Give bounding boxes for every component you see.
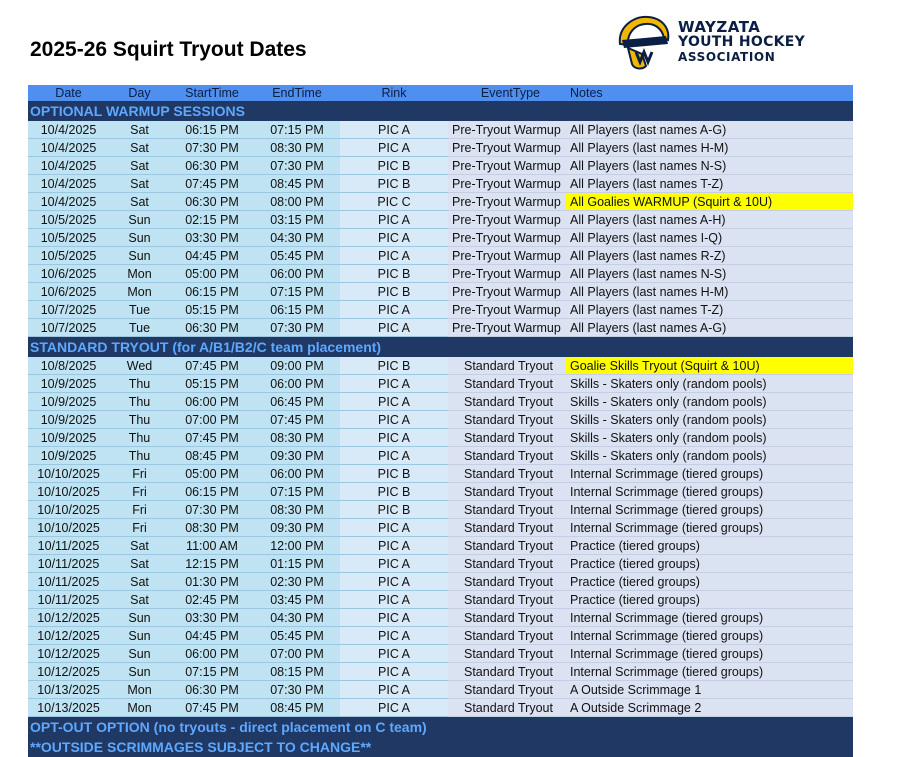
- cell-event-type: Pre-Tryout Warmup: [448, 157, 566, 175]
- cell-rink: PIC A: [340, 211, 448, 229]
- cell-event-type: Pre-Tryout Warmup: [448, 175, 566, 193]
- cell-end-time: 07:30 PM: [254, 319, 340, 337]
- cell-end-time: 05:45 PM: [254, 247, 340, 265]
- cell-end-time: 07:30 PM: [254, 681, 340, 699]
- cell-event-type: Standard Tryout: [448, 429, 566, 447]
- cell-day: Thu: [109, 375, 170, 393]
- table-row: [28, 483, 853, 501]
- cell-day: Sat: [109, 139, 170, 157]
- cell-end-time: 09:00 PM: [254, 357, 340, 375]
- cell-event-type: Standard Tryout: [448, 501, 566, 519]
- cell-end-time: 07:30 PM: [254, 157, 340, 175]
- cell-end-time: 07:00 PM: [254, 645, 340, 663]
- cell-day: Sat: [109, 175, 170, 193]
- cell-notes: Skills - Skaters only (random pools): [566, 447, 853, 465]
- cell-start-time: 02:15 PM: [170, 211, 254, 229]
- cell-end-time: 08:00 PM: [254, 193, 340, 211]
- cell-event-type: Standard Tryout: [448, 483, 566, 501]
- logo-line-2: YOUTH HOCKEY: [678, 34, 806, 50]
- col-header-start: StartTime: [170, 85, 254, 101]
- cell-start-time: 12:15 PM: [170, 555, 254, 573]
- cell-event-type: Pre-Tryout Warmup: [448, 283, 566, 301]
- section-header-row: [28, 101, 853, 121]
- cell-rink: PIC A: [340, 447, 448, 465]
- cell-event-type: Pre-Tryout Warmup: [448, 229, 566, 247]
- cell-day: Thu: [109, 411, 170, 429]
- cell-rink: PIC A: [340, 121, 448, 139]
- cell-notes: All Players (last names H-M): [566, 283, 853, 301]
- cell-notes: Internal Scrimmage (tiered groups): [566, 609, 853, 627]
- cell-rink: PIC A: [340, 555, 448, 573]
- page-title: 2025-26 Squirt Tryout Dates: [30, 38, 307, 61]
- table-row: [28, 157, 853, 175]
- cell-notes: All Players (last names H-M): [566, 139, 853, 157]
- cell-event-type: Pre-Tryout Warmup: [448, 265, 566, 283]
- cell-notes: Internal Scrimmage (tiered groups): [566, 501, 853, 519]
- cell-notes: All Players (last names T-Z): [566, 301, 853, 319]
- cell-end-time: 06:00 PM: [254, 265, 340, 283]
- cell-rink: PIC A: [340, 375, 448, 393]
- cell-day: Tue: [109, 301, 170, 319]
- cell-rink: PIC A: [340, 537, 448, 555]
- cell-date: 10/10/2025: [28, 501, 109, 519]
- cell-event-type: Standard Tryout: [448, 699, 566, 717]
- cell-day: Fri: [109, 519, 170, 537]
- cell-end-time: 06:00 PM: [254, 465, 340, 483]
- cell-end-time: 06:15 PM: [254, 301, 340, 319]
- cell-notes: Skills - Skaters only (random pools): [566, 411, 853, 429]
- cell-event-type: Standard Tryout: [448, 411, 566, 429]
- cell-event-type: Standard Tryout: [448, 519, 566, 537]
- table-row: [28, 265, 853, 283]
- cell-start-time: 01:30 PM: [170, 573, 254, 591]
- cell-date: 10/13/2025: [28, 681, 109, 699]
- cell-day: Mon: [109, 265, 170, 283]
- cell-notes: Internal Scrimmage (tiered groups): [566, 519, 853, 537]
- cell-end-time: 08:30 PM: [254, 139, 340, 157]
- cell-day: Sat: [109, 591, 170, 609]
- cell-notes: Internal Scrimmage (tiered groups): [566, 645, 853, 663]
- cell-date: 10/7/2025: [28, 301, 109, 319]
- cell-rink: PIC B: [340, 265, 448, 283]
- footer-note: **OUTSIDE SCRIMMAGES SUBJECT TO CHANGE**: [28, 737, 853, 757]
- table-row: [28, 247, 853, 265]
- table-row: [28, 447, 853, 465]
- section-heading: STANDARD TRYOUT (for A/B1/B2/C team placement): [28, 337, 853, 358]
- table-row: [28, 193, 853, 211]
- cell-start-time: 06:15 PM: [170, 283, 254, 301]
- cell-notes: Practice (tiered groups): [566, 591, 853, 609]
- cell-start-time: 04:45 PM: [170, 627, 254, 645]
- cell-end-time: 01:15 PM: [254, 555, 340, 573]
- footer-note: OPT-OUT OPTION (no tryouts - direct placement on C team): [28, 717, 853, 738]
- cell-date: 10/11/2025: [28, 573, 109, 591]
- cell-start-time: 05:00 PM: [170, 265, 254, 283]
- cell-end-time: 07:45 PM: [254, 411, 340, 429]
- cell-notes: Practice (tiered groups): [566, 573, 853, 591]
- cell-event-type: Pre-Tryout Warmup: [448, 211, 566, 229]
- cell-day: Sun: [109, 663, 170, 681]
- cell-start-time: 06:15 PM: [170, 121, 254, 139]
- cell-notes: Goalie Skills Tryout (Squirt & 10U): [566, 357, 853, 375]
- col-header-end: EndTime: [254, 85, 340, 101]
- table-row: [28, 591, 853, 609]
- cell-day: Tue: [109, 319, 170, 337]
- cell-notes: A Outside Scrimmage 2: [566, 699, 853, 717]
- cell-start-time: 07:45 PM: [170, 357, 254, 375]
- tryout-schedule-table: [28, 85, 853, 757]
- cell-event-type: Pre-Tryout Warmup: [448, 193, 566, 211]
- cell-date: 10/12/2025: [28, 663, 109, 681]
- cell-rink: PIC B: [340, 465, 448, 483]
- table-row: [28, 699, 853, 717]
- cell-date: 10/9/2025: [28, 393, 109, 411]
- cell-notes: All Players (last names I-Q): [566, 229, 853, 247]
- cell-date: 10/4/2025: [28, 139, 109, 157]
- cell-day: Sat: [109, 157, 170, 175]
- cell-rink: PIC A: [340, 139, 448, 157]
- cell-notes: All Goalies WARMUP (Squirt & 10U): [566, 193, 853, 211]
- cell-date: 10/9/2025: [28, 411, 109, 429]
- cell-notes: Skills - Skaters only (random pools): [566, 393, 853, 411]
- cell-date: 10/9/2025: [28, 429, 109, 447]
- table-row: [28, 319, 853, 337]
- cell-rink: PIC A: [340, 429, 448, 447]
- logo-line-3: ASSOCIATION: [678, 50, 776, 64]
- cell-event-type: Standard Tryout: [448, 357, 566, 375]
- cell-date: 10/13/2025: [28, 699, 109, 717]
- cell-event-type: Standard Tryout: [448, 609, 566, 627]
- cell-rink: PIC A: [340, 411, 448, 429]
- cell-end-time: 07:15 PM: [254, 121, 340, 139]
- cell-end-time: 08:45 PM: [254, 699, 340, 717]
- cell-date: 10/10/2025: [28, 519, 109, 537]
- cell-start-time: 07:45 PM: [170, 429, 254, 447]
- col-header-date: Date: [28, 85, 109, 101]
- cell-start-time: 07:45 PM: [170, 699, 254, 717]
- cell-rink: PIC A: [340, 645, 448, 663]
- table-row: [28, 555, 853, 573]
- cell-date: 10/12/2025: [28, 645, 109, 663]
- logo-wordmark: [678, 20, 805, 65]
- cell-rink: PIC C: [340, 193, 448, 211]
- cell-rink: PIC A: [340, 319, 448, 337]
- cell-date: 10/6/2025: [28, 283, 109, 301]
- cell-start-time: 08:45 PM: [170, 447, 254, 465]
- cell-event-type: Standard Tryout: [448, 573, 566, 591]
- cell-end-time: 07:15 PM: [254, 483, 340, 501]
- cell-event-type: Standard Tryout: [448, 627, 566, 645]
- table-row: [28, 211, 853, 229]
- cell-event-type: Pre-Tryout Warmup: [448, 319, 566, 337]
- cell-date: 10/4/2025: [28, 193, 109, 211]
- cell-end-time: 12:00 PM: [254, 537, 340, 555]
- cell-rink: PIC A: [340, 699, 448, 717]
- table-row: [28, 681, 853, 699]
- table-row: [28, 393, 853, 411]
- cell-notes: All Players (last names A-G): [566, 121, 853, 139]
- cell-event-type: Standard Tryout: [448, 465, 566, 483]
- col-header-rink: Rink: [340, 85, 448, 101]
- cell-rink: PIC B: [340, 157, 448, 175]
- cell-date: 10/10/2025: [28, 465, 109, 483]
- table-row: [28, 175, 853, 193]
- cell-day: Fri: [109, 465, 170, 483]
- cell-start-time: 08:30 PM: [170, 519, 254, 537]
- cell-day: Sat: [109, 193, 170, 211]
- cell-day: Mon: [109, 681, 170, 699]
- table-row: [28, 283, 853, 301]
- cell-start-time: 06:30 PM: [170, 319, 254, 337]
- cell-day: Thu: [109, 429, 170, 447]
- cell-end-time: 05:45 PM: [254, 627, 340, 645]
- cell-date: 10/5/2025: [28, 211, 109, 229]
- cell-date: 10/4/2025: [28, 157, 109, 175]
- cell-start-time: 07:15 PM: [170, 663, 254, 681]
- cell-start-time: 06:00 PM: [170, 393, 254, 411]
- cell-day: Sat: [109, 573, 170, 591]
- wayzata-logo: [612, 14, 842, 74]
- cell-date: 10/7/2025: [28, 319, 109, 337]
- cell-rink: PIC A: [340, 393, 448, 411]
- cell-end-time: 08:30 PM: [254, 501, 340, 519]
- cell-start-time: 07:45 PM: [170, 175, 254, 193]
- col-header-event: EventType: [448, 85, 566, 101]
- cell-date: 10/6/2025: [28, 265, 109, 283]
- cell-rink: PIC A: [340, 627, 448, 645]
- cell-end-time: 09:30 PM: [254, 519, 340, 537]
- footer-note-row: [28, 737, 853, 757]
- cell-day: Wed: [109, 357, 170, 375]
- cell-start-time: 07:30 PM: [170, 139, 254, 157]
- cell-notes: Practice (tiered groups): [566, 537, 853, 555]
- cell-event-type: Pre-Tryout Warmup: [448, 139, 566, 157]
- cell-rink: PIC A: [340, 573, 448, 591]
- cell-end-time: 03:15 PM: [254, 211, 340, 229]
- cell-start-time: 11:00 AM: [170, 537, 254, 555]
- table-body: [28, 101, 853, 757]
- cell-notes: Internal Scrimmage (tiered groups): [566, 663, 853, 681]
- cell-date: 10/11/2025: [28, 591, 109, 609]
- cell-day: Sun: [109, 247, 170, 265]
- cell-event-type: Standard Tryout: [448, 537, 566, 555]
- cell-date: 10/9/2025: [28, 447, 109, 465]
- cell-start-time: 05:15 PM: [170, 301, 254, 319]
- cell-day: Thu: [109, 447, 170, 465]
- cell-start-time: 05:15 PM: [170, 375, 254, 393]
- cell-day: Thu: [109, 393, 170, 411]
- table-header-row: [28, 85, 853, 101]
- cell-date: 10/9/2025: [28, 375, 109, 393]
- cell-start-time: 04:45 PM: [170, 247, 254, 265]
- table-row: [28, 121, 853, 139]
- table-row: [28, 609, 853, 627]
- cell-end-time: 03:45 PM: [254, 591, 340, 609]
- cell-rink: PIC A: [340, 681, 448, 699]
- table-row: [28, 357, 853, 375]
- cell-end-time: 06:00 PM: [254, 375, 340, 393]
- cell-event-type: Standard Tryout: [448, 681, 566, 699]
- cell-start-time: 06:15 PM: [170, 483, 254, 501]
- cell-notes: A Outside Scrimmage 1: [566, 681, 853, 699]
- cell-end-time: 07:15 PM: [254, 283, 340, 301]
- cell-event-type: Standard Tryout: [448, 591, 566, 609]
- cell-event-type: Standard Tryout: [448, 375, 566, 393]
- cell-notes: Skills - Skaters only (random pools): [566, 375, 853, 393]
- cell-start-time: 07:30 PM: [170, 501, 254, 519]
- cell-rink: PIC B: [340, 283, 448, 301]
- cell-notes: All Players (last names A-G): [566, 319, 853, 337]
- footer-note-row: [28, 717, 853, 738]
- cell-start-time: 06:30 PM: [170, 157, 254, 175]
- col-header-day: Day: [109, 85, 170, 101]
- table-row: [28, 645, 853, 663]
- cell-start-time: 03:30 PM: [170, 229, 254, 247]
- cell-rink: PIC A: [340, 247, 448, 265]
- cell-notes: Internal Scrimmage (tiered groups): [566, 627, 853, 645]
- cell-day: Sun: [109, 609, 170, 627]
- cell-rink: PIC A: [340, 591, 448, 609]
- cell-start-time: 03:30 PM: [170, 609, 254, 627]
- cell-notes: All Players (last names T-Z): [566, 175, 853, 193]
- cell-day: Sun: [109, 211, 170, 229]
- table-row: [28, 627, 853, 645]
- cell-notes: Internal Scrimmage (tiered groups): [566, 465, 853, 483]
- cell-rink: PIC A: [340, 609, 448, 627]
- col-header-notes: Notes: [566, 85, 853, 101]
- table-row: [28, 429, 853, 447]
- logo-line-1: WAYZATA: [678, 18, 761, 36]
- cell-event-type: Standard Tryout: [448, 663, 566, 681]
- cell-event-type: Pre-Tryout Warmup: [448, 247, 566, 265]
- cell-date: 10/4/2025: [28, 175, 109, 193]
- cell-notes: All Players (last names N-S): [566, 265, 853, 283]
- cell-event-type: Standard Tryout: [448, 555, 566, 573]
- cell-start-time: 06:00 PM: [170, 645, 254, 663]
- cell-day: Sat: [109, 537, 170, 555]
- cell-end-time: 06:45 PM: [254, 393, 340, 411]
- cell-date: 10/8/2025: [28, 357, 109, 375]
- cell-start-time: 06:30 PM: [170, 681, 254, 699]
- cell-notes: All Players (last names R-Z): [566, 247, 853, 265]
- cell-date: 10/11/2025: [28, 555, 109, 573]
- cell-start-time: 02:45 PM: [170, 591, 254, 609]
- cell-end-time: 09:30 PM: [254, 447, 340, 465]
- section-header-row: [28, 337, 853, 358]
- cell-rink: PIC B: [340, 175, 448, 193]
- table-row: [28, 519, 853, 537]
- cell-end-time: 02:30 PM: [254, 573, 340, 591]
- cell-day: Sun: [109, 627, 170, 645]
- cell-date: 10/12/2025: [28, 627, 109, 645]
- cell-rink: PIC A: [340, 663, 448, 681]
- cell-day: Sun: [109, 229, 170, 247]
- table-row: [28, 375, 853, 393]
- cell-day: Fri: [109, 483, 170, 501]
- cell-event-type: Standard Tryout: [448, 447, 566, 465]
- cell-notes: All Players (last names A-H): [566, 211, 853, 229]
- cell-date: 10/4/2025: [28, 121, 109, 139]
- cell-end-time: 04:30 PM: [254, 609, 340, 627]
- cell-event-type: Pre-Tryout Warmup: [448, 121, 566, 139]
- cell-start-time: 06:30 PM: [170, 193, 254, 211]
- cell-end-time: 08:15 PM: [254, 663, 340, 681]
- cell-notes: Skills - Skaters only (random pools): [566, 429, 853, 447]
- cell-rink: PIC A: [340, 519, 448, 537]
- table-row: [28, 465, 853, 483]
- table-row: [28, 663, 853, 681]
- cell-date: 10/10/2025: [28, 483, 109, 501]
- cell-rink: PIC B: [340, 483, 448, 501]
- cell-start-time: 05:00 PM: [170, 465, 254, 483]
- section-heading: OPTIONAL WARMUP SESSIONS: [28, 101, 853, 121]
- cell-day: Sun: [109, 645, 170, 663]
- cell-notes: All Players (last names N-S): [566, 157, 853, 175]
- table-row: [28, 537, 853, 555]
- cell-end-time: 08:45 PM: [254, 175, 340, 193]
- table-row: [28, 573, 853, 591]
- table-row: [28, 411, 853, 429]
- cell-rink: PIC A: [340, 229, 448, 247]
- cell-event-type: Pre-Tryout Warmup: [448, 301, 566, 319]
- cell-day: Mon: [109, 283, 170, 301]
- cell-rink: PIC B: [340, 357, 448, 375]
- warrior-helmet-icon: [612, 14, 674, 72]
- cell-day: Fri: [109, 501, 170, 519]
- cell-date: 10/11/2025: [28, 537, 109, 555]
- cell-notes: Internal Scrimmage (tiered groups): [566, 483, 853, 501]
- cell-date: 10/5/2025: [28, 247, 109, 265]
- cell-event-type: Standard Tryout: [448, 645, 566, 663]
- table-row: [28, 139, 853, 157]
- cell-day: Sat: [109, 555, 170, 573]
- table-row: [28, 501, 853, 519]
- table-row: [28, 229, 853, 247]
- cell-start-time: 07:00 PM: [170, 411, 254, 429]
- cell-notes: Practice (tiered groups): [566, 555, 853, 573]
- cell-day: Mon: [109, 699, 170, 717]
- cell-end-time: 04:30 PM: [254, 229, 340, 247]
- table-row: [28, 301, 853, 319]
- cell-day: Sat: [109, 121, 170, 139]
- cell-date: 10/5/2025: [28, 229, 109, 247]
- cell-rink: PIC B: [340, 501, 448, 519]
- cell-rink: PIC A: [340, 301, 448, 319]
- cell-date: 10/12/2025: [28, 609, 109, 627]
- cell-event-type: Standard Tryout: [448, 393, 566, 411]
- cell-end-time: 08:30 PM: [254, 429, 340, 447]
